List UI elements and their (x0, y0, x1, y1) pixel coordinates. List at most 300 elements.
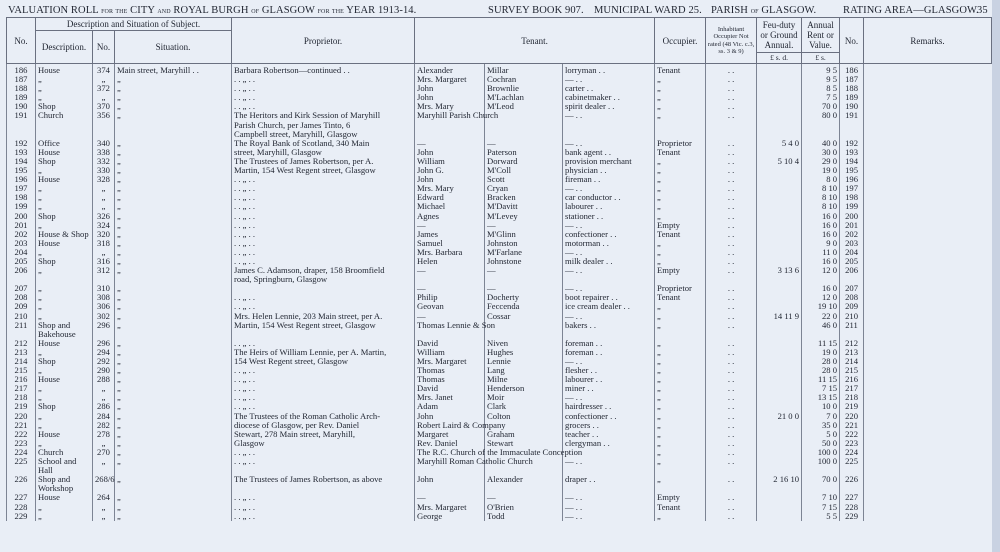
row-tenant-surname: — (485, 284, 563, 293)
row-tenant-forename: Michael (415, 202, 485, 211)
row-annual-rent: 11 15 (802, 375, 840, 384)
row-feu-duty (757, 503, 802, 512)
row-tenant-occupation: boot repairer . . (563, 293, 655, 302)
row-remarks (864, 348, 992, 357)
row-inhabitant: . . (706, 412, 757, 421)
row-feu-duty (757, 64, 802, 76)
row-feu-duty (757, 93, 802, 102)
row-situation: „ (115, 248, 232, 257)
row-number-right: 188 (840, 84, 864, 93)
row-occupier: „ (655, 102, 706, 111)
table-row (7, 102, 992, 111)
row-street-number: 282 (93, 421, 115, 430)
row-occupier: Empty (655, 266, 706, 275)
row-description: House & Shop (36, 230, 93, 239)
row-street-number: 306 (93, 302, 115, 311)
row-situation (115, 275, 232, 284)
row-tenant-forename: Mrs. Janet (415, 393, 485, 402)
row-feu-duty (757, 239, 802, 248)
row-annual-rent: 35 0 (802, 421, 840, 430)
row-situation: „ (115, 239, 232, 248)
row-remarks (864, 257, 992, 266)
row-occupier: „ (655, 384, 706, 393)
row-occupier: Empty (655, 221, 706, 230)
row-tenant-occupation: — . . (563, 266, 655, 275)
row-proprietor: . . „ . . (232, 175, 415, 184)
row-annual-rent: 46 0 (802, 321, 840, 330)
row-inhabitant: . . (706, 448, 757, 457)
row-number: 202 (7, 230, 36, 239)
row-street-number: 310 (93, 284, 115, 293)
row-proprietor: Glasgow (232, 439, 415, 448)
row-remarks (864, 302, 992, 311)
row-description: „ (36, 293, 93, 302)
row-proprietor: The Trustees of the Roman Catholic Arch- (232, 412, 415, 421)
row-occupier: „ (655, 175, 706, 184)
row-remarks (864, 102, 992, 111)
row-tenant-forename: — (415, 312, 485, 321)
row-street-number: 270 (93, 448, 115, 457)
row-number: 195 (7, 166, 36, 175)
row-street-number: 330 (93, 166, 115, 175)
row-remarks (864, 412, 992, 421)
row-description: „ (36, 266, 93, 275)
row-tenant-forename: Robert Laird & Company (415, 421, 485, 430)
row-street-number: 320 (93, 230, 115, 239)
row-feu-duty: 14 11 9 (757, 312, 802, 321)
row-tenant-surname: — (485, 139, 563, 148)
row-situation: „ (115, 457, 232, 466)
row-proprietor: . . „ . . (232, 193, 415, 202)
row-remarks (864, 503, 992, 512)
row-number-right: 205 (840, 257, 864, 266)
row-feu-duty (757, 84, 802, 93)
row-tenant-surname (485, 484, 563, 493)
row-tenant-forename: William (415, 348, 485, 357)
row-number (7, 121, 36, 130)
row-feu-duty (757, 212, 802, 221)
row-occupier: „ (655, 439, 706, 448)
row-tenant-occupation: flesher . . (563, 366, 655, 375)
row-description: House (36, 493, 93, 502)
row-tenant-forename: Maryhill Roman Catholic Church (415, 457, 485, 466)
row-situation: „ (115, 312, 232, 321)
row-number: 193 (7, 148, 36, 157)
row-tenant-surname: O'Brien (485, 503, 563, 512)
row-description: „ (36, 202, 93, 211)
row-street-number: 328 (93, 175, 115, 184)
row-remarks (864, 111, 992, 120)
row-feu-duty (757, 275, 802, 284)
table-row (7, 212, 992, 221)
row-number: 205 (7, 257, 36, 266)
row-feu-duty (757, 221, 802, 230)
row-situation: „ (115, 302, 232, 311)
row-description (36, 275, 93, 284)
row-occupier (655, 121, 706, 130)
row-tenant-forename: Adam (415, 402, 485, 411)
row-tenant-forename: Mrs. Margaret (415, 503, 485, 512)
row-number-right: 199 (840, 202, 864, 211)
row-number: 187 (7, 75, 36, 84)
row-description: „ (36, 348, 93, 357)
row-tenant-surname: M'Levey (485, 212, 563, 221)
row-feu-duty (757, 439, 802, 448)
row-tenant-surname: Scott (485, 175, 563, 184)
col-situation: Situation. (115, 31, 232, 64)
row-tenant-surname: Lang (485, 366, 563, 375)
row-annual-rent: 7 0 (802, 412, 840, 421)
row-proprietor: . . „ . . (232, 493, 415, 502)
row-occupier: „ (655, 257, 706, 266)
row-number: 200 (7, 212, 36, 221)
row-feu-duty (757, 357, 802, 366)
row-proprietor (232, 484, 415, 493)
row-number-right: 191 (840, 111, 864, 120)
feu-units: £ s. d. (757, 53, 802, 64)
row-feu-duty (757, 111, 802, 120)
row-inhabitant: . . (706, 221, 757, 230)
row-description: „ (36, 221, 93, 230)
municipal-ward: MUNICIPAL WARD 25. (594, 5, 702, 16)
row-tenant-occupation: foreman . . (563, 348, 655, 357)
row-tenant-surname (485, 321, 563, 330)
row-feu-duty (757, 484, 802, 493)
row-tenant-forename (415, 121, 485, 130)
row-number-right: 195 (840, 166, 864, 175)
row-proprietor: . . „ . . (232, 448, 415, 457)
row-number-right: 224 (840, 448, 864, 457)
row-occupier: „ (655, 430, 706, 439)
row-situation: „ (115, 348, 232, 357)
row-proprietor: . . „ . . (232, 184, 415, 193)
row-remarks (864, 166, 992, 175)
row-proprietor: 154 West Regent street, Glasgow (232, 357, 415, 366)
row-street-number: 268/6 (93, 475, 115, 484)
row-remarks (864, 466, 992, 475)
row-inhabitant: . . (706, 93, 757, 102)
row-occupier: „ (655, 412, 706, 421)
row-description: „ (36, 302, 93, 311)
row-number-right: 216 (840, 375, 864, 384)
row-number: 227 (7, 493, 36, 502)
row-occupier: „ (655, 248, 706, 257)
row-occupier: „ (655, 193, 706, 202)
row-situation: „ (115, 257, 232, 266)
row-street-number: 278 (93, 430, 115, 439)
row-annual-rent: 16 0 (802, 212, 840, 221)
row-street-number: „ (93, 93, 115, 102)
row-situation (115, 484, 232, 493)
row-proprietor: . . „ . . (232, 239, 415, 248)
row-tenant-forename: Mrs. Margaret (415, 75, 485, 84)
row-situation: „ (115, 111, 232, 120)
row-tenant-occupation: fireman . . (563, 175, 655, 184)
col-annual-rent: Annual Rent or Value. (802, 18, 840, 53)
row-number: 190 (7, 102, 36, 111)
row-tenant-surname: Cryan (485, 184, 563, 193)
row-annual-rent: 16 0 (802, 221, 840, 230)
row-number: 225 (7, 457, 36, 466)
row-remarks (864, 330, 992, 339)
row-feu-duty (757, 121, 802, 130)
row-inhabitant: . . (706, 184, 757, 193)
row-occupier: „ (655, 375, 706, 384)
row-occupier: Proprietor (655, 139, 706, 148)
row-tenant-forename: Geovan (415, 302, 485, 311)
row-inhabitant: . . (706, 293, 757, 302)
page-edge (992, 0, 1000, 552)
row-number-right: 203 (840, 239, 864, 248)
row-tenant-forename: John (415, 93, 485, 102)
row-remarks (864, 221, 992, 230)
row-annual-rent: 8 10 (802, 193, 840, 202)
row-situation: „ (115, 75, 232, 84)
row-tenant-occupation: motorman . . (563, 239, 655, 248)
row-remarks (864, 239, 992, 248)
row-tenant-forename: Mrs. Margaret (415, 357, 485, 366)
row-number-right: 200 (840, 212, 864, 221)
row-tenant-forename: — (415, 493, 485, 502)
row-tenant-occupation: car conductor . . (563, 193, 655, 202)
row-tenant-forename: Philip (415, 293, 485, 302)
row-number: 196 (7, 175, 36, 184)
row-tenant-occupation: physician . . (563, 166, 655, 175)
col-number: No. (93, 31, 115, 64)
row-street-number: 312 (93, 266, 115, 275)
row-street-number: „ (93, 248, 115, 257)
row-street-number: 308 (93, 293, 115, 302)
row-occupier: „ (655, 239, 706, 248)
row-occupier: „ (655, 84, 706, 93)
table-row (7, 484, 992, 493)
row-number: 213 (7, 348, 36, 357)
row-remarks (864, 212, 992, 221)
row-tenant-forename: James (415, 230, 485, 239)
row-annual-rent: 7 10 (802, 493, 840, 502)
row-description: „ (36, 512, 93, 521)
row-number-right: 213 (840, 348, 864, 357)
row-proprietor: The Trustees of James Robertson, per A. (232, 157, 415, 166)
row-number: 191 (7, 111, 36, 120)
row-occupier: „ (655, 302, 706, 311)
row-occupier: „ (655, 166, 706, 175)
row-situation: „ (115, 84, 232, 93)
row-tenant-occupation: provision merchant (563, 157, 655, 166)
row-proprietor: . . „ . . (232, 384, 415, 393)
row-annual-rent: 29 0 (802, 157, 840, 166)
row-street-number: 294 (93, 348, 115, 357)
page-number: 35 (977, 5, 988, 16)
row-street-number: „ (93, 384, 115, 393)
row-street-number: 296 (93, 339, 115, 348)
row-number-right: 201 (840, 221, 864, 230)
row-description: House (36, 339, 93, 348)
row-situation (115, 130, 232, 139)
row-occupier: „ (655, 202, 706, 211)
row-tenant-surname: M'Lachlan (485, 93, 563, 102)
row-occupier: „ (655, 512, 706, 521)
row-number-right: 194 (840, 157, 864, 166)
row-tenant-occupation (563, 121, 655, 130)
row-street-number: „ (93, 457, 115, 466)
row-inhabitant: . . (706, 475, 757, 484)
row-tenant-occupation: labourer . . (563, 375, 655, 384)
row-description: „ (36, 366, 93, 375)
row-occupier: Tenant (655, 64, 706, 76)
row-description: House (36, 175, 93, 184)
row-tenant-forename: — (415, 284, 485, 293)
table-row (7, 512, 992, 521)
row-tenant-surname: Graham (485, 430, 563, 439)
row-situation: „ (115, 139, 232, 148)
row-tenant-forename: — (415, 139, 485, 148)
row-tenant-surname: Henderson (485, 384, 563, 393)
row-tenant-surname: M'Davitt (485, 202, 563, 211)
row-annual-rent: 12 0 (802, 266, 840, 275)
row-proprietor: road, Springburn, Glasgow (232, 275, 415, 284)
row-description: Shop (36, 212, 93, 221)
row-inhabitant: . . (706, 402, 757, 411)
row-occupier: „ (655, 402, 706, 411)
row-tenant-occupation: spirit dealer . . (563, 102, 655, 111)
row-street-number: „ (93, 439, 115, 448)
row-remarks (864, 284, 992, 293)
row-street-number: 372 (93, 84, 115, 93)
row-inhabitant: . . (706, 512, 757, 521)
row-remarks (864, 493, 992, 502)
row-remarks (864, 384, 992, 393)
row-feu-duty (757, 375, 802, 384)
row-street-number: 286 (93, 402, 115, 411)
row-street-number: 296 (93, 321, 115, 330)
table-row (7, 111, 992, 120)
row-proprietor: . . „ . . (232, 257, 415, 266)
rent-units: £ s. (802, 53, 840, 64)
row-proprietor: . . „ . . (232, 202, 415, 211)
row-tenant-occupation: miner . . (563, 384, 655, 393)
row-street-number: 316 (93, 257, 115, 266)
row-tenant-occupation: — . . (563, 312, 655, 321)
row-annual-rent: 70 0 (802, 475, 840, 484)
row-feu-duty (757, 493, 802, 502)
row-tenant-occupation: grocers . . (563, 421, 655, 430)
row-number-right (840, 121, 864, 130)
row-remarks (864, 248, 992, 257)
row-proprietor: Martin, 154 West Regent street, Glasgow (232, 166, 415, 175)
row-tenant-occupation: — . . (563, 111, 655, 120)
table-row (7, 475, 992, 484)
row-inhabitant (706, 121, 757, 130)
row-inhabitant: . . (706, 193, 757, 202)
row-number-right: 223 (840, 439, 864, 448)
row-occupier: „ (655, 448, 706, 457)
row-description: „ (36, 393, 93, 402)
row-feu-duty (757, 339, 802, 348)
row-inhabitant: . . (706, 421, 757, 430)
row-street-number: 290 (93, 366, 115, 375)
row-number-right: 196 (840, 175, 864, 184)
row-tenant-surname: Lennie (485, 357, 563, 366)
row-inhabitant: . . (706, 357, 757, 366)
row-tenant-surname: Bracken (485, 193, 563, 202)
row-remarks (864, 448, 992, 457)
row-situation: „ (115, 284, 232, 293)
row-annual-rent: 11 0 (802, 248, 840, 257)
row-remarks (864, 457, 992, 466)
row-proprietor (232, 284, 415, 293)
row-number: 214 (7, 357, 36, 366)
row-description (36, 121, 93, 130)
row-remarks (864, 275, 992, 284)
row-description: Shop (36, 157, 93, 166)
col-no-right: No. (840, 18, 864, 64)
row-number-right: 229 (840, 512, 864, 521)
row-annual-rent: 28 0 (802, 366, 840, 375)
row-tenant-forename: Edward (415, 193, 485, 202)
row-remarks (864, 84, 992, 93)
row-number: 222 (7, 430, 36, 439)
row-number: 216 (7, 375, 36, 384)
row-number: 186 (7, 64, 36, 76)
row-description: Shop (36, 357, 93, 366)
row-remarks (864, 64, 992, 76)
row-occupier: „ (655, 184, 706, 193)
row-proprietor: Barbara Robertson—continued . . (232, 64, 415, 76)
row-situation: „ (115, 166, 232, 175)
row-annual-rent: 19 0 (802, 166, 840, 175)
row-tenant-surname: Millar (485, 64, 563, 76)
row-inhabitant: . . (706, 239, 757, 248)
row-description: „ (36, 93, 93, 102)
row-situation: „ (115, 402, 232, 411)
row-remarks (864, 157, 992, 166)
row-tenant-forename: Samuel (415, 239, 485, 248)
row-feu-duty: 2 16 10 (757, 475, 802, 484)
row-inhabitant: . . (706, 503, 757, 512)
row-remarks (864, 312, 992, 321)
row-tenant-occupation: bank agent . . (563, 148, 655, 157)
row-annual-rent: 9 0 (802, 239, 840, 248)
row-feu-duty (757, 457, 802, 466)
row-proprietor: . . „ . . (232, 375, 415, 384)
row-number-right: 192 (840, 139, 864, 148)
row-number-right: 218 (840, 393, 864, 402)
row-feu-duty (757, 193, 802, 202)
row-situation: „ (115, 321, 232, 330)
row-description: House (36, 64, 93, 76)
row-tenant-surname: Niven (485, 339, 563, 348)
row-annual-rent: 9 5 (802, 64, 840, 76)
row-situation: „ (115, 421, 232, 430)
row-tenant-surname: Feccenda (485, 302, 563, 311)
row-proprietor: The Heirs of William Lennie, per A. Martin, (232, 348, 415, 357)
row-remarks (864, 175, 992, 184)
row-number: 189 (7, 93, 36, 102)
row-remarks (864, 293, 992, 302)
row-tenant-occupation: foreman . . (563, 339, 655, 348)
row-feu-duty (757, 102, 802, 111)
col-inhabitant: Inhabitant Occupier Not rated (48 Vic. c.3, ss. 3 & 9) (706, 18, 757, 64)
row-number-right: 187 (840, 75, 864, 84)
col-description: Description. (36, 31, 93, 64)
row-remarks (864, 439, 992, 448)
row-remarks (864, 75, 992, 84)
row-tenant-occupation: hairdresser . . (563, 402, 655, 411)
row-situation: „ (115, 148, 232, 157)
row-remarks (864, 184, 992, 193)
col-proprietor: Proprietor. (232, 18, 415, 64)
